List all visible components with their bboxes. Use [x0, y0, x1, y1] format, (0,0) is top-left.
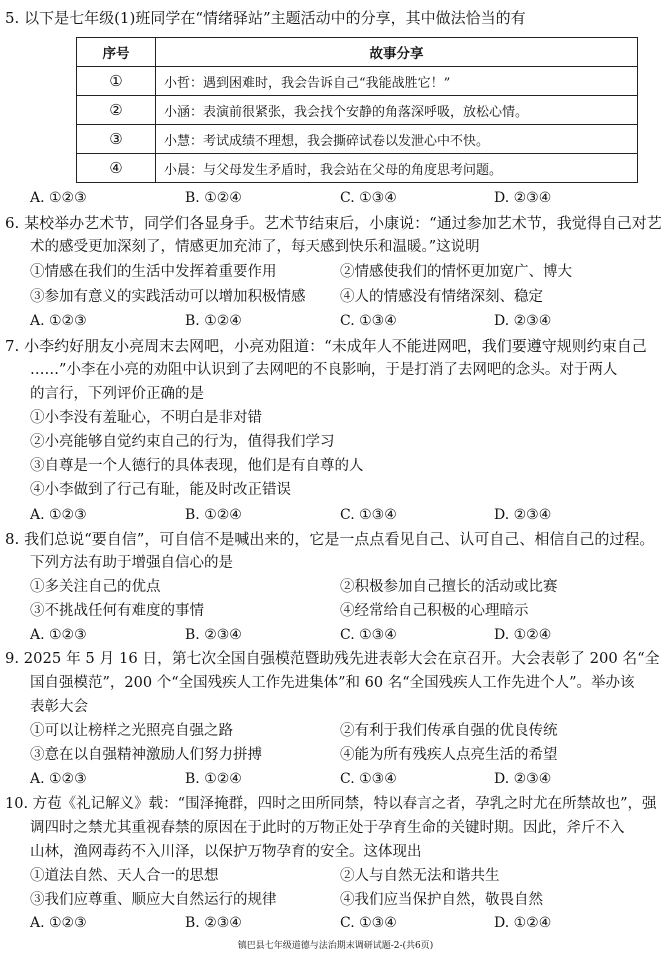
q10-line-1: 10. 方苞《礼记解义》载：“围泽掩群，四时之田所同禁，特以春言之者，孕乳之时尤在所禁故也”，强	[5, 796, 657, 812]
q10-option-1: ①道法自然、天人合一的思想	[30, 868, 219, 884]
q10-line-2: 调四时之禁尤其重视春禁的原因在于此时的万物正处于孕育生命的关键时期。因此，斧斤不入	[30, 820, 625, 836]
q10-choice-a[interactable]: A. ①②③	[30, 915, 87, 931]
q8-line-2: 下列方法有助于增强自信心的是	[30, 555, 233, 571]
q6-choice-c[interactable]: C. ①③④	[340, 313, 397, 329]
q7-line-2: ……”小李在小亮的劝阻中认识到了去网吧的不良影响，于是打消了去网吧的念头。对于两人	[30, 362, 618, 378]
q8-option-2: ②积极参加自己擅长的活动或比赛	[340, 579, 558, 595]
q10-choice-b[interactable]: B. ②③④	[185, 915, 242, 931]
q7-line-1: 7. 小李约好朋友小亮周末去网吧，小亮劝阻道：“未成年人不能进网吧，我们要遵守规则约束自己	[5, 337, 647, 355]
q6-option-4: ④人的情感没有情绪深刻、稳定	[340, 289, 543, 305]
q8-choice-c[interactable]: C. ①③④	[340, 627, 397, 643]
q5-choice-a[interactable]: A. ①②③	[30, 190, 87, 206]
q7-option-4: ④小李做到了行己有耻，能及时改正错误	[30, 482, 291, 498]
q9-option-2: ②有利于我们传承自强的优良传统	[340, 723, 558, 739]
table-cell-story: 小哲：遇到困难时，我会告诉自己“我能战胜它！”	[156, 67, 638, 96]
q10-option-2: ②人与自然无法和谐共生	[340, 868, 500, 884]
q7-option-3: ③自尊是一个人德行的具体表现，他们是有自尊的人	[30, 458, 364, 474]
q6-choice-a[interactable]: A. ①②③	[30, 313, 87, 329]
q9-option-3: ③意在以自强精神激励人们努力拼搏	[30, 747, 262, 763]
q9-line-3: 表彰大会	[30, 699, 88, 715]
q8-line-1: 8. 我们总说“要自信”，可自信不是喊出来的，它是一点点看见自己、认可自己、相信自己的过程。	[5, 530, 655, 548]
table-header-num: 序号	[77, 38, 156, 67]
q5-choice-b[interactable]: B. ①②④	[185, 190, 242, 206]
q8-choice-d[interactable]: D. ①②④	[494, 627, 552, 643]
q6-choice-b[interactable]: B. ①②④	[185, 313, 242, 329]
q7-line-3: 的言行，下列评价正确的是	[30, 386, 204, 402]
q10-option-3: ③我们应尊重、顺应大自然运行的规律	[30, 892, 277, 908]
q5-story-table	[76, 37, 638, 183]
q7-choice-d[interactable]: D. ②③④	[494, 507, 552, 523]
table-cell-story: 小晨：与父母发生矛盾时，我会站在父母的角度思考问题。	[156, 154, 638, 183]
table-cell-num: ①	[77, 67, 156, 96]
table-row	[77, 154, 638, 183]
table-cell-story: 小涵：表演前很紧张，我会找个安静的角落深呼吸，放松心情。	[156, 96, 638, 125]
q5-choice-d[interactable]: D. ②③④	[494, 190, 552, 206]
q8-option-3: ③不挑战任何有难度的事情	[30, 603, 204, 619]
q9-choice-d[interactable]: D. ②③④	[494, 771, 552, 787]
q8-choice-b[interactable]: B. ②③④	[185, 627, 242, 643]
q10-line-3: 山林，渔网毒药不入川泽，以保护万物孕育的安全。这体现出	[30, 844, 422, 860]
q7-choice-b[interactable]: B. ①②④	[185, 507, 242, 523]
q6-choice-d[interactable]: D. ②③④	[494, 313, 552, 329]
q10-choice-d[interactable]: D. ①②④	[494, 915, 552, 931]
table-cell-num: ④	[77, 154, 156, 183]
q6-line-1: 6. 某校举办艺术节，同学们各显身手。艺术节结束后，小康说：“通过参加艺术节，我觉得自己对艺	[5, 214, 662, 232]
q10-option-4: ④我们应当保护自然，敬畏自然	[340, 892, 543, 908]
table-row	[77, 125, 638, 154]
table-header-story: 故事分享	[156, 38, 638, 67]
q8-option-4: ④经常给自己积极的心理暗示	[340, 603, 529, 619]
table-cell-story: 小慧：考试成绩不理想，我会撕碎试卷以发泄心中不快。	[156, 125, 638, 154]
table-row	[77, 67, 638, 96]
table-cell-num: ②	[77, 96, 156, 125]
q9-line-2: 国自强模范”，200 个“全国残疾人工作先进集体”和 60 名“全国残疾人工作先进个人”。举办该	[30, 675, 635, 691]
q9-choice-a[interactable]: A. ①②③	[30, 771, 87, 787]
q10-choice-c[interactable]: C. ①③④	[340, 915, 397, 931]
q6-option-2: ②情感使我们的情怀更加宽广、博大	[340, 264, 572, 280]
q9-option-4: ④能为所有残疾人点亮生活的希望	[340, 747, 558, 763]
q6-option-1: ①情感在我们的生活中发挥着重要作用	[30, 264, 277, 280]
q7-option-2: ②小亮能够自觉约束自己的行为，值得我们学习	[30, 434, 335, 450]
q7-choice-a[interactable]: A. ①②③	[30, 507, 87, 523]
q6-option-3: ③参加有意义的实践活动可以增加积极情感	[30, 289, 306, 305]
table-cell-num: ③	[77, 125, 156, 154]
q5-choice-c[interactable]: C. ①③④	[340, 190, 397, 206]
q7-option-1: ①小李没有羞耻心，不明白是非对错	[30, 410, 262, 426]
q6-line-2: 术的感受更加深刻了，情感更加充沛了，每天感到快乐和温暖。”这说明	[30, 239, 480, 255]
table-row	[77, 96, 638, 125]
q9-line-1: 9. 2025 年 5 月 16 日，第七次全国自强模范暨助残先进表彰大会在京召开。大会表彰了 200 名“全	[5, 650, 660, 667]
q7-choice-c[interactable]: C. ①③④	[340, 507, 397, 523]
q9-option-1: ①可以让榜样之光照亮自强之路	[30, 723, 233, 739]
q9-choice-c[interactable]: C. ①③④	[340, 771, 397, 787]
q9-choice-b[interactable]: B. ①②④	[185, 771, 242, 787]
page-footer: 镇巴县七年级道德与法治期末调研试题-2-(共6页)	[237, 941, 434, 951]
q8-option-1: ①多关注自己的优点	[30, 579, 161, 595]
q5-stem: 5. 以下是七年级(1)班同学在“情绪驿站”主题活动中的分享，其中做法恰当的有	[5, 9, 526, 27]
table-header-row	[77, 38, 638, 67]
q8-choice-a[interactable]: A. ①②③	[30, 627, 87, 643]
